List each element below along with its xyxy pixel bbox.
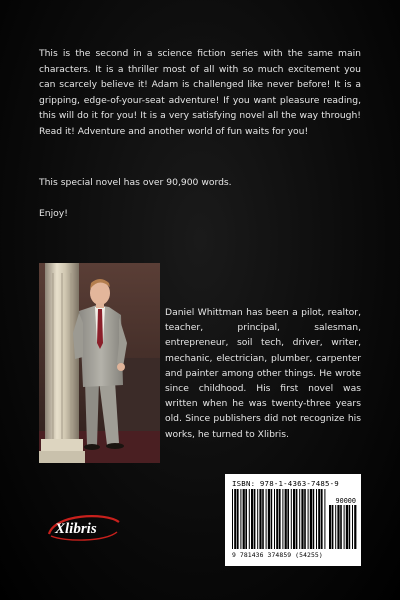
barcode-bar bbox=[354, 505, 356, 549]
barcode-bar bbox=[321, 489, 323, 549]
barcode-bar bbox=[285, 489, 287, 549]
barcode-bar bbox=[266, 489, 267, 549]
xlibris-logo bbox=[45, 512, 123, 542]
addon-barcode-bars bbox=[329, 505, 357, 549]
barcode-bar bbox=[337, 505, 339, 549]
barcode-bar bbox=[291, 489, 292, 549]
barcode-bar bbox=[245, 489, 247, 549]
barcode-bar bbox=[310, 489, 312, 549]
barcode-bar bbox=[296, 489, 298, 549]
word-count-line: This special novel has over 90,900 words. bbox=[39, 177, 232, 188]
svg-text:Xlibris: Xlibris bbox=[55, 521, 97, 537]
barcode-bar bbox=[304, 489, 306, 549]
barcode-bar bbox=[262, 489, 264, 549]
barcode-bar bbox=[257, 489, 258, 549]
barcode-bar bbox=[301, 489, 303, 549]
barcode-bar bbox=[324, 489, 325, 549]
barcode-bar bbox=[232, 489, 233, 549]
barcode-bar bbox=[318, 489, 320, 549]
barcode-bar bbox=[282, 489, 283, 549]
book-blurb: This is the second in a science fiction series with the same main characters. It is a thriller most of all with so much excitement you can scarcely believe it! Adam is challenged like never before! It is a gripping, edge-of-your-seat adventure! If you want pleasure reading, this will do it for you! It is a very satisfying novel all the way through! Read it! Adventure and another world of fun waits for you! bbox=[39, 48, 361, 137]
closing-line: Enjoy! bbox=[39, 208, 68, 219]
barcode-bar bbox=[271, 489, 273, 549]
ean-digits: 9 781436 374859 bbox=[232, 551, 292, 559]
xlibris-logo-icon bbox=[45, 512, 123, 542]
barcode-bar bbox=[243, 489, 245, 549]
author-portrait-illustration bbox=[39, 263, 160, 463]
ean-barcode-bars bbox=[232, 489, 326, 549]
addon-digits: 54255 bbox=[299, 551, 319, 559]
barcode-bar bbox=[332, 505, 334, 549]
barcode-bar bbox=[251, 489, 253, 549]
barcode-bar bbox=[352, 505, 353, 549]
barcode-bar bbox=[234, 489, 236, 549]
barcode-bar bbox=[254, 489, 256, 549]
barcode-bar bbox=[344, 505, 345, 549]
barcode-bar bbox=[313, 489, 315, 549]
author-bio: Daniel Whittman has been a pilot, realtor, teacher, principal, salesman, entrepreneur, soil tech, driver, writer, mechanic, electrician, plumber, carpenter and painter among other things. He wrote since childhood. His first novel was written when he was twenty-three years old. Since publishers did not recognize his works, he turned to Xlibris. bbox=[165, 307, 361, 440]
barcode-bar bbox=[240, 489, 241, 549]
barcode-bar bbox=[329, 505, 331, 549]
barcode-bar bbox=[279, 489, 281, 549]
barcode-bar bbox=[346, 505, 348, 549]
barcode-bar bbox=[308, 489, 309, 549]
barcode-bar bbox=[316, 489, 317, 549]
barcode-bar bbox=[274, 489, 275, 549]
barcode-bar bbox=[276, 489, 278, 549]
isbn-label: ISBN: 978-1-4363-7485-9 bbox=[232, 479, 339, 488]
barcode-digits: 9 781436 374859 (54255) bbox=[232, 551, 323, 559]
barcode-bar bbox=[249, 489, 250, 549]
isbn-barcode bbox=[225, 474, 361, 566]
price-code: 90000 bbox=[335, 497, 356, 505]
barcode-bar bbox=[287, 489, 289, 549]
author-photo bbox=[39, 263, 160, 463]
barcode-bar bbox=[293, 489, 295, 549]
barcode-bar bbox=[340, 505, 342, 549]
barcode-bar bbox=[237, 489, 239, 549]
barcode-bar bbox=[299, 489, 300, 549]
barcode-bar bbox=[335, 505, 336, 549]
barcode-bar bbox=[268, 489, 270, 549]
barcode-bar bbox=[349, 505, 351, 549]
barcode-bar bbox=[259, 489, 261, 549]
